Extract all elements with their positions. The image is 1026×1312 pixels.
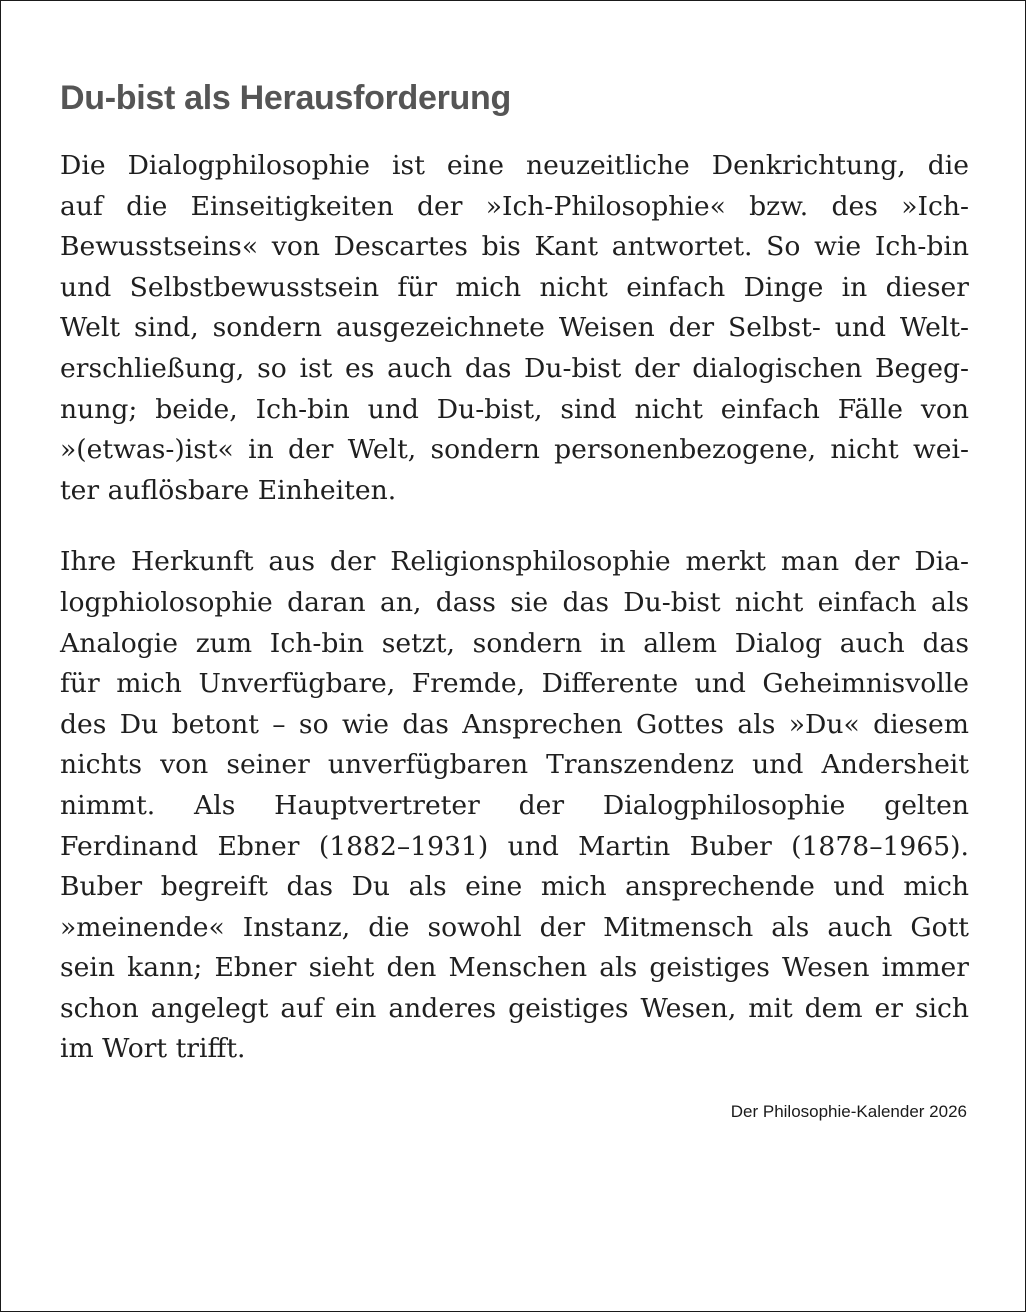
content-area <box>60 77 969 1070</box>
paragraph-1 <box>60 146 969 511</box>
paragraph-line: Die Dialogphilosophie ist eine neuzeitliche Denkrichtung, die <box>60 150 969 181</box>
paragraph-line: Ferdinand Ebner (1882–1931) und Martin Buber (1878–1965). <box>60 830 969 862</box>
paragraph-line: auf die Einseitigkeiten der »Ich-Philosophie« bzw. des »Ich- <box>60 190 969 222</box>
paragraph-line: nichts von seiner unverfügbaren Transzendenz und Andersheit <box>60 749 969 781</box>
paragraph-line: Buber begreift das Du als eine mich ansprechende und mich <box>60 871 969 903</box>
paragraph-line: nung; beide, Ich-bin und Du-bist, sind nicht einfach Fälle von <box>60 393 969 425</box>
paragraph-line: des Du betont – so wie das Ansprechen Gottes als »Du« diesem <box>60 708 969 740</box>
paragraph-line: »(etwas-)ist« in der Welt, sondern personenbezogene, nicht wei- <box>60 434 969 466</box>
paragraph-line: nimmt. Als Hauptvertreter der Dialogphilosophie gelten <box>60 789 969 821</box>
paragraph-line: Bewusstseins« von Descartes bis Kant antwortet. So wie Ich-bin <box>60 231 969 263</box>
paragraph-line: für mich Unverfügbare, Fremde, Differente und Geheimnisvolle <box>60 668 969 700</box>
paragraph-line: »meinende« Instanz, die sowohl der Mitmensch als auch Gott <box>60 911 969 943</box>
paragraph-2 <box>60 542 969 1070</box>
paragraph-line: erschließung, so ist es auch das Du-bist der dialogischen Begeg- <box>60 352 969 384</box>
calendar-footer: Der Philosophie-Kalender 2026 <box>730 1102 967 1121</box>
page-title: Du-bist als Herausforderung <box>60 79 511 117</box>
paragraph-line: Ihre Herkunft aus der Religionsphilosophie merkt man der Dia- <box>60 546 969 578</box>
paragraph-line: logphiolosophie daran an, dass sie das Du-bist nicht einfach als <box>60 586 969 618</box>
paragraph-line: Welt sind, sondern ausgezeichnete Weisen der Selbst- und Welt- <box>60 312 969 344</box>
paragraph-line: Analogie zum Ich-bin setzt, sondern in allem Dialog auch das <box>60 627 969 659</box>
paragraph-line: schon angelegt auf ein anderes geistiges Wesen, mit dem er sich <box>60 992 969 1024</box>
paragraph-line: sein kann; Ebner sieht den Menschen als geistiges Wesen immer <box>60 952 969 984</box>
paragraph-line: ter auflösbare Einheiten. <box>60 474 397 506</box>
paragraph-line: im Wort trifft. <box>60 1033 246 1065</box>
paragraph-line: und Selbstbewusstsein für mich nicht einfach Dinge in dieser <box>60 271 969 303</box>
